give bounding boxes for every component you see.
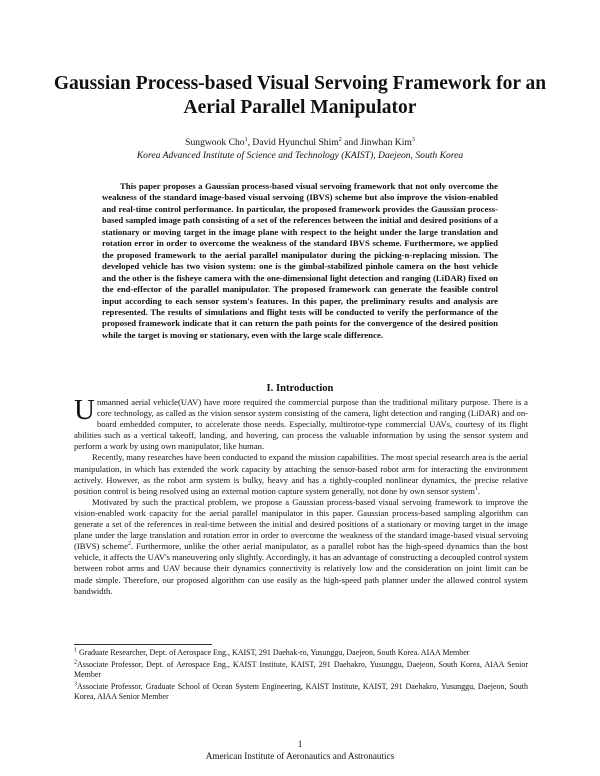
footnote-divider (74, 644, 212, 645)
author-separator: and (341, 137, 361, 148)
paragraph (74, 497, 528, 597)
journal-footer: American Institute of Aeronautics and Astronautics (205, 751, 395, 761)
footnote (74, 660, 528, 680)
author-affiliation: Korea Advanced Institute of Science and Technology (KAIST), Daejeon, South Korea (136, 150, 464, 161)
footnote-mark: 1 (74, 647, 77, 654)
footnote (74, 648, 528, 658)
author-affil-mark: 3 (411, 136, 415, 143)
paragraph (74, 452, 528, 496)
footnote-text: Associate Professor, Dept. of Aerospace Eng., KAIST Institute, KAIST, 291 Daehakro, Yusunggu, Daejeon, South Korea, AIAA Senior Member (74, 659, 528, 679)
paragraph-text: nmanned aerial vehicle(UAV) have more required the commercial purpose than the traditional military purpose. There is a core technology, as called as the vision sensor system consisting of the camera, light detection and ranging (LiDAR) and on-board embedded computer, to accelerate those needs. Especially, multirotor-type commercial UAVs, courtesy of its flight abilities such as a vertical takeoff, landing, and hovering, can process the valuable information by using the sensor system and perform a work by using own manipulator, like human. (74, 397, 528, 452)
paragraph (74, 394, 528, 452)
footnote-ref: 1 (474, 485, 478, 492)
author-name: Jinwhan Kim (360, 137, 412, 148)
footnotes (74, 648, 528, 704)
footnote-text: Associate Professor, Graduate School of Ocean System Engineering, KAIST Institute, KAIST, 291 Daehakro, Yusunggu, Daejeon, South Korea, AIAA Senior Member (74, 681, 528, 701)
footnote (74, 682, 528, 702)
footnote-ref: 2 (128, 541, 132, 548)
paragraph-text: Motivated by such the practical problem, we propose a Gaussian process-based visual servoing framework to improve the vision-enabled work capacity for the aerial parallel manipulator in this paper. Gaussian process-based sampling algorithm can generate a set of the references in real-time between the initial and desired positions of a stationary or moving target in the image plane under the large translation and rotation error in order to overcome the weakness of the standard image-based visual servoing (IBVS) scheme (74, 496, 528, 552)
abstract: This paper proposes a Gaussian process-based visual servoing framework that not only overcome the weakness of the standard image-based visual servoing (IBVS) scheme but also improve the vision-enabled and real-time control performance. In particular, the proposed framework provides the Gaussian process-based sampled image path consisting of a set of the references between the initial and desired positions of a stationary or moving target in the image plane with respect to the height under the large translation and rotation error in order to overcome the weakness of the standard IBVS scheme. Furthermore, we applied the proposed framework to the aerial parallel manipulator during the picking-n-replacing mission. The developed vehicle has two vision system: one is the gimbal-stabilized pinhole camera on the host vehicle and the other is the fisheye camera with the one-dimensional light detection and ranging (LiDAR) fixed on the end-effector of the parallel manipulator. The proposed framework can generate the feasible control input according to each sensor system's features. In this paper, the preliminary results and analysis are represented. The results of simulations and flight tests will be conducted to verify the performance of the proposed framework indicate that it can return the path points for the convergence of the desired position while the target is moving or stationary, even with the large scale difference. (102, 181, 498, 340)
page-number: 1 (297, 739, 303, 749)
author-name: David Hyunchul Shim (252, 137, 339, 148)
drop-cap: U (74, 394, 95, 426)
footnote-mark: 2 (74, 659, 77, 666)
paragraph-text: . Furthermore, unlike the other aerial manipulator, as a parallel robot has the high-speed dynamics than the host vehicle, it affects the UAV's maneuvering only slightly. Accordingly, it has an advantage of constructing a decoupled control system between robot arms and UAV because their dynamics connectivity is relatively low and the consideration on joint limit can be made simple. Therefore, our proposed algorithm can use easily as the high-speed path planner under the allowed control system bandwidth. (74, 541, 528, 596)
footnote-mark: 3 (74, 680, 77, 687)
author-name: Sungwook Cho (185, 137, 245, 148)
author-affil-mark: 2 (338, 136, 342, 143)
introduction-body (74, 394, 528, 597)
paragraph-text: . (477, 485, 481, 496)
author-separator: , (247, 137, 253, 148)
footnote-text: Graduate Researcher, Dept. of Aerospace Eng., KAIST, 291 Daehak-ro, Yusunggu, Daejeon, South Korea. AIAA Member (77, 648, 470, 657)
paper-title: Gaussian Process-based Visual Servoing Framework for an Aerial Parallel Manipulator (53, 73, 547, 118)
author-list (40, 136, 560, 149)
section-heading: I. Introduction (266, 383, 334, 394)
author-affil-mark: 1 (244, 136, 248, 143)
paragraph-text: Recently, many researches have been conducted to expand the mission capabilities. The most special research area is the aerial manipulation, in which has extended the work capacity by attaching the sensor-based robot arm for interacting the environment actively. However, as the robot arm system is bulky, heavy and has a tightly-coupled nonlinear dynamics, the precise relative position control is being resolved using an external motion capture system generally, not done by own sensor system (74, 452, 528, 496)
